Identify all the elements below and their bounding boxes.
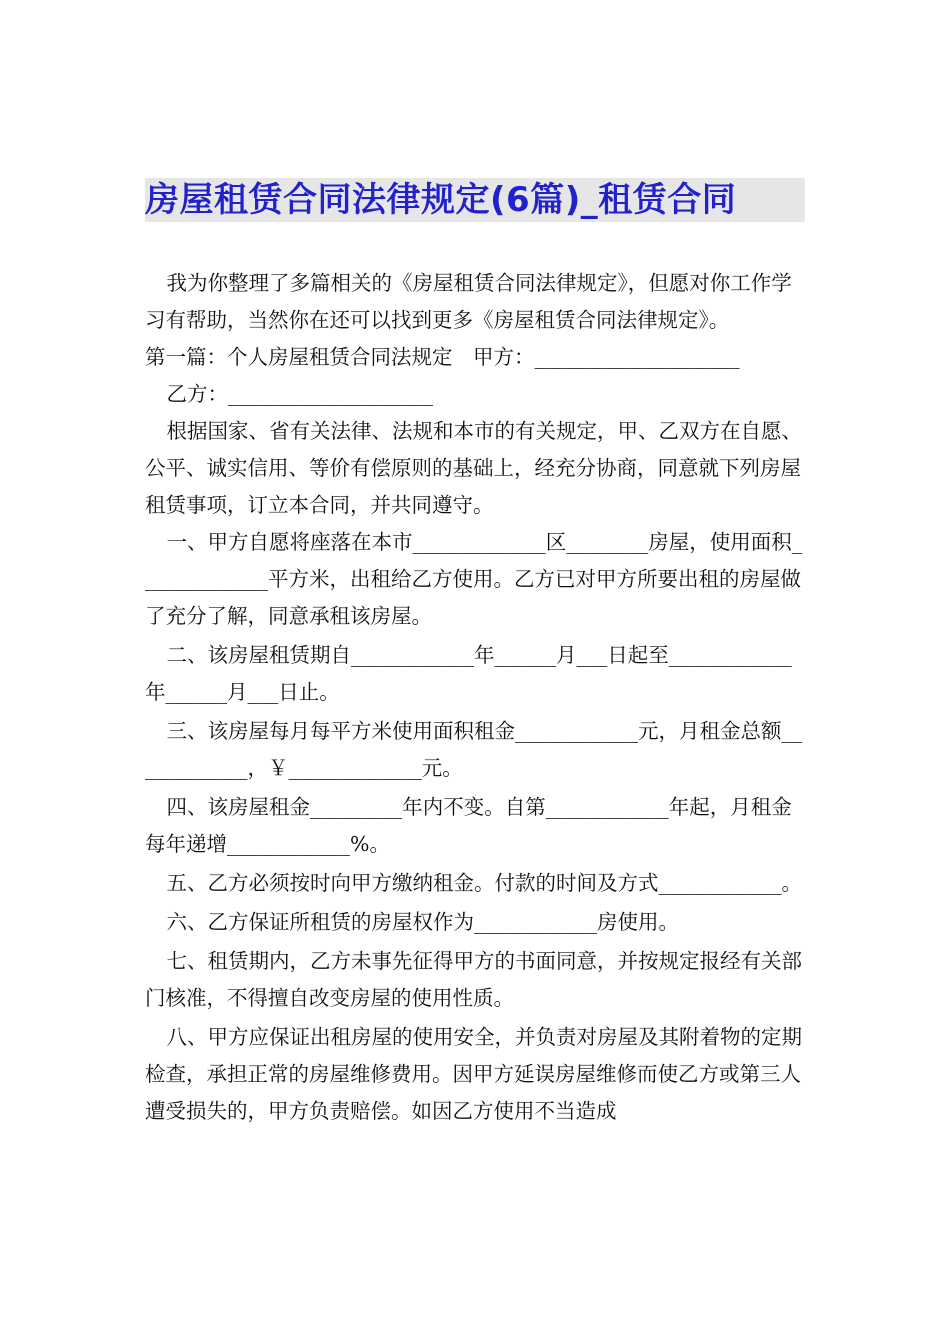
clause-4: 四、该房屋租金_________年内不变。自第____________年起，月租金每年递增____________%。 [145, 795, 792, 856]
clause-5: 五、乙方必须按时向甲方缴纳租金。付款的时间及方式____________。 [166, 871, 803, 895]
preamble-paragraph: 根据国家、省有关法律、法规和本市的有关规定，甲、乙双方在自愿、公平、诚实信用、等价有偿原则的基础上，经充分协商，同意就下列房屋租赁事项，订立本合同，并共同遵守。 [145, 419, 803, 517]
clause-1: 一、甲方自愿将座落在本市_____________区________房屋，使用面积_____________平方米，出租给乙方使用。乙方已对甲方所要出租的房屋做了充分了解，同意承租该房屋。 [145, 530, 803, 628]
party-b-line: 乙方：____________________ [166, 382, 434, 406]
clause-7: 七、租赁期内，乙方未事先征得甲方的书面同意，并按规定报经有关部门核准，不得擅自改变房屋的使用性质。 [145, 949, 803, 1010]
clause-2: 二、该房屋租赁期自____________年______月___日起至____________年______月___日止。 [145, 643, 792, 704]
clause-8: 八、甲方应保证出租房屋的使用安全，并负责对房屋及其附着物的定期检查，承担正常的房屋维修费用。因甲方延误房屋维修而使乙方或第三人遭受损失的，甲方负责赔偿。如因乙方使用不当造成 [145, 1025, 803, 1123]
clause-3: 三、该房屋每月每平方米使用面积租金____________元，月租金总额____________，￥_____________元。 [145, 719, 803, 780]
intro-paragraph: 我为你整理了多篇相关的《房屋租赁合同法律规定》，但愿对你工作学习有帮助，当然你在还可以找到更多《房屋租赁合同法律规定》。 [145, 271, 792, 332]
document-body [145, 265, 807, 1130]
document-title: 房屋租赁合同法律规定(6篇)_租赁合同 [145, 178, 805, 222]
section-heading-first: 第一篇：个人房屋租赁合同法规定 甲方：____________________ [145, 345, 740, 369]
clause-6: 六、乙方保证所租赁的房屋权作为____________房使用。 [166, 910, 680, 934]
